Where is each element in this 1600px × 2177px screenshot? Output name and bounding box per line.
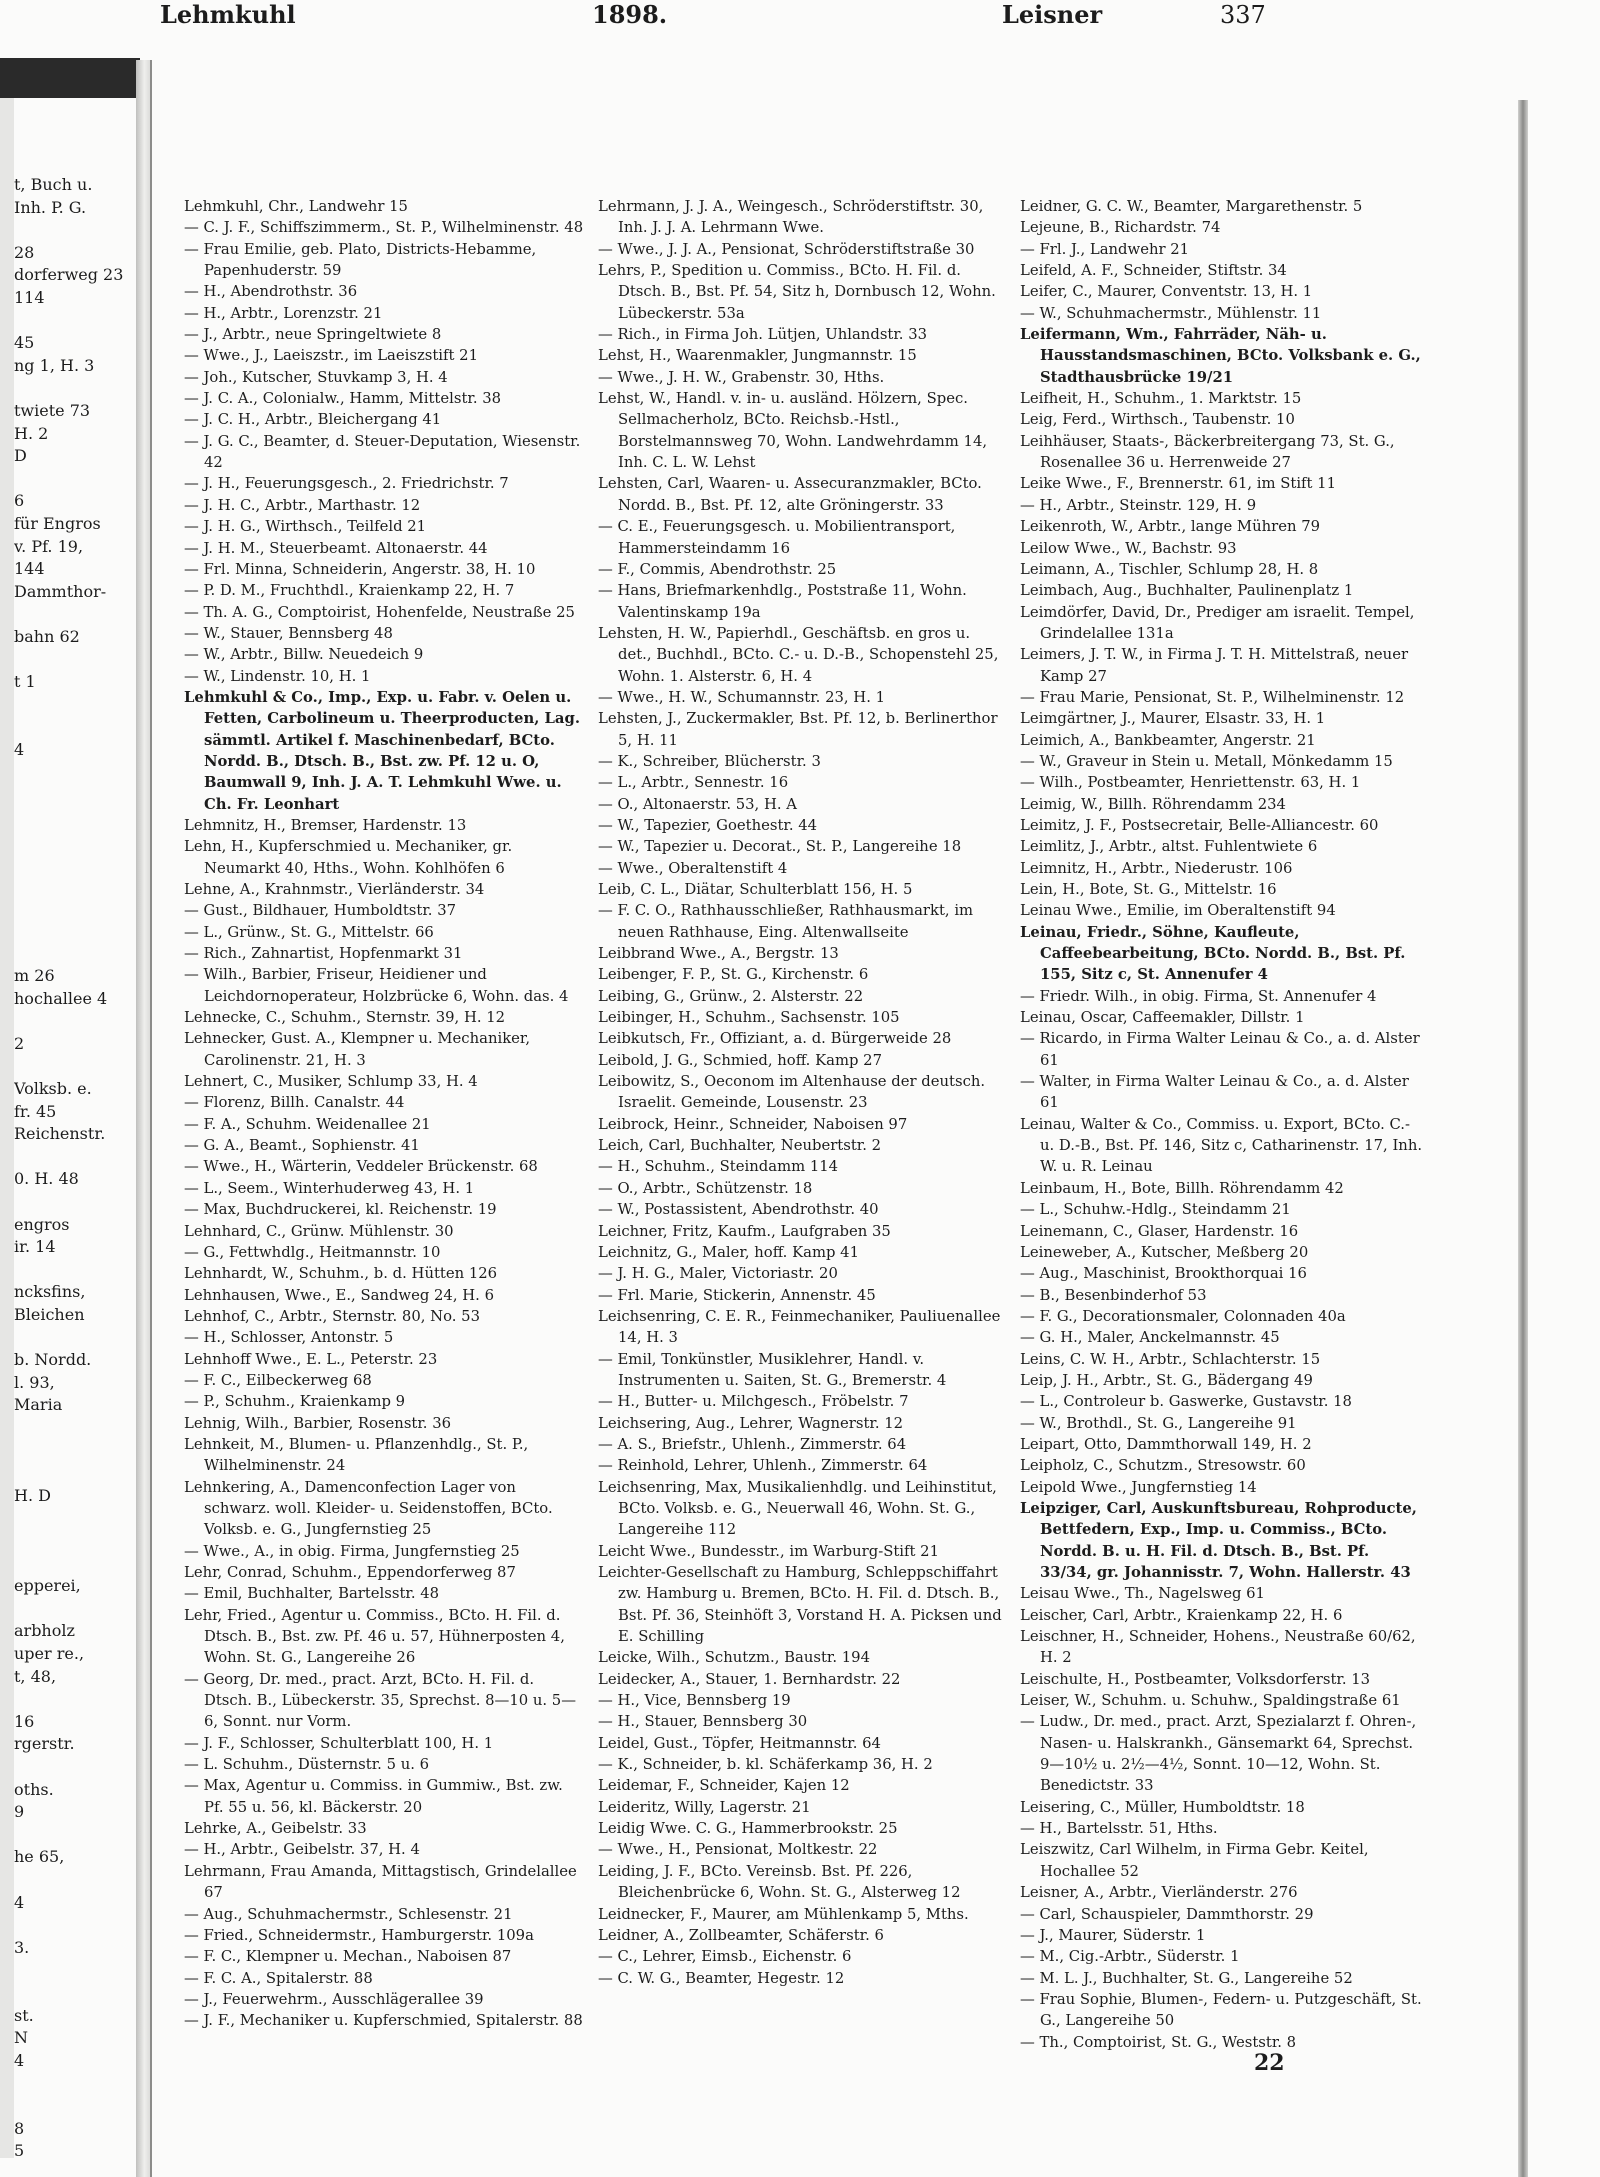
directory-entry: Lehnkering, A., Damenconfection Lager von schwarz. woll. Kleider- u. Seidenstoffen, BCto. Volksb. e. G., Jungfernstieg 25 — [184, 1478, 553, 1539]
directory-entry: Leinau, Walter & Co., Commiss. u. Export, BCto. C.- u. D.-B., Bst. Pf. 146, Sitz c, Catharinenstr. 17, Inh. W. u. R. Leinau — [1020, 1115, 1423, 1176]
fragment-line: uper re., — [14, 1644, 85, 1663]
directory-entry: — A. S., Briefstr., Uhlenh., Zimmerstr. 64 — [598, 1435, 907, 1453]
directory-entry: Leifer, C., Maurer, Conventstr. 13, H. 1 — [1020, 283, 1313, 301]
directory-entry: Leichsenring, C. E. R., Feinmechaniker, Pauliuenallee 14, H. 3 — [598, 1307, 1001, 1347]
directory-entry: Leimgärtner, J., Maurer, Elsastr. 33, H. 1 — [1020, 710, 1326, 728]
directory-entry: Lehst, W., Handl. v. in- u. ausländ. Hölzern, Spec. Sellmacherholz, BCto. Reichsb.-Hstl., Borstelmannsweg 70, Wohn. Landwehrdamm 14, Inh. C. L. W. Lehst — [598, 390, 988, 472]
directory-entry: — Reinhold, Lehrer, Uhlenh., Zimmerstr. 64 — [598, 1457, 928, 1475]
directory-entry: Leipart, Otto, Dammthorwall 149, H. 2 — [1020, 1435, 1312, 1453]
directory-entry: Lehnhausen, Wwe., E., Sandweg 24, H. 6 — [184, 1286, 494, 1304]
fragment-line: st. — [14, 2005, 34, 2025]
directory-entry: — Walter, in Firma Walter Leinau & Co., a. d. Alster 61 — [1020, 1073, 1409, 1112]
column-2 — [598, 196, 1008, 2066]
fragment-line: oths. — [14, 1779, 54, 1799]
header-left-keyword: Lehmkuhl — [160, 0, 296, 29]
directory-entry: — P. D. M., Fruchthdl., Kraienkamp 22, H. 7 — [184, 582, 515, 600]
directory-entry: Lehmkuhl & Co., Imp., Exp. u. Fabr. v. Oelen u. Fetten, Carbolineum u. Theerproducten, Lag. sämmtl. Artikel f. Maschinenbedarf, BCto. Nordd. B., Dtsch. B., Bst. zw. Pf. 12 u. O, Baumwall 9, Inh. J. A. T. Lehmkuhl Wwe. u. Ch. Fr. Leonhart — [184, 688, 580, 813]
fragment-line: Maria — [14, 1395, 63, 1415]
fragment-line: 5 — [14, 2141, 25, 2156]
directory-entry: — L., Controleur b. Gaswerke, Gustavstr. 18 — [1020, 1393, 1352, 1411]
directory-entry: Leibkutsch, Fr., Offiziant, a. d. Bürgerweide 28 — [598, 1030, 952, 1048]
directory-entry: — W., Schuhmachermstr., Mühlenstr. 11 — [1020, 304, 1322, 322]
directory-entry: — O., Altonaerstr. 53, H. A — [598, 795, 797, 813]
directory-entry: Leimlitz, J., Arbtr., altst. Fuhlentwiete 6 — [1020, 838, 1318, 856]
fragment-line: rgerstr. — [14, 1734, 75, 1754]
directory-entry: — Aug., Schuhmachermstr., Schlesenstr. 21 — [184, 1905, 513, 1923]
directory-entry: Lejeune, B., Richardstr. 74 — [1020, 219, 1221, 237]
directory-entry: Leipold Wwe., Jungfernstieg 14 — [1020, 1478, 1257, 1496]
directory-entry: Leichnitz, G., Maler, hoff. Kamp 41 — [598, 1243, 860, 1261]
directory-entry: — H., Butter- u. Milchgesch., Fröbelstr. 7 — [598, 1393, 909, 1411]
directory-entry: — F. A., Schuhm. Weidenallee 21 — [184, 1115, 431, 1133]
directory-entry: — L., Arbtr., Sennestr. 16 — [598, 774, 789, 792]
directory-entry: Leibenger, F. P., St. G., Kirchenstr. 6 — [598, 966, 869, 984]
directory-entry: — Wwe., J., Laeiszstr., im Laeiszstift 21 — [184, 347, 478, 365]
directory-entry: Leibing, G., Grünw., 2. Alsterstr. 22 — [598, 987, 864, 1005]
directory-entry: Leidig Wwe. C. G., Hammerbrookstr. 25 — [598, 1820, 898, 1838]
directory-entry: — L., Seem., Winterhuderweg 43, H. 1 — [184, 1179, 475, 1197]
fragment-line: 45 — [14, 333, 35, 353]
directory-entry: — Th. A. G., Comptoirist, Hohenfelde, Neustraße 25 — [184, 603, 575, 621]
directory-entry: — H., Arbtr., Lorenzstr. 21 — [184, 304, 383, 322]
fragment-line: H. 2 — [14, 423, 49, 443]
directory-entry: Lehst, H., Waarenmakler, Jungmannstr. 15 — [598, 347, 917, 365]
fragment-line: D — [14, 446, 27, 466]
directory-entry: Lehne, A., Krahnmstr., Vierländerstr. 34 — [184, 881, 485, 898]
directory-entry: Leisner, A., Arbtr., Vierländerstr. 276 — [1020, 1884, 1298, 1902]
directory-entry: — H., Abendrothstr. 36 — [184, 283, 358, 301]
directory-entry: Leidner, A., Zollbeamter, Schäferstr. 6 — [598, 1926, 884, 1944]
directory-entry: — K., Schneider, b. kl. Schäferkamp 36, H. 2 — [598, 1756, 933, 1774]
directory-entry: Leidecker, A., Stauer, 1. Bernhardstr. 22 — [598, 1670, 901, 1688]
fragment-line: 6 — [14, 491, 25, 511]
directory-entry: Leiser, W., Schuhm. u. Schuhw., Spaldingstraße 61 — [1020, 1692, 1401, 1710]
column-1 — [184, 196, 586, 2066]
fragment-line: Bleichen — [14, 1305, 85, 1324]
directory-entry: — W., Graveur in Stein u. Metall, Mönkedamm 15 — [1020, 752, 1393, 770]
directory-entry: — W., Tapezier u. Decorat., St. P., Langereihe 18 — [598, 838, 962, 856]
directory-entry: — Max, Buchdruckerei, kl. Reichenstr. 19 — [184, 1201, 497, 1219]
directory-entry: — H., Vice, Bennsberg 19 — [598, 1692, 791, 1710]
directory-entry: Lehnig, Wilh., Barbier, Rosenstr. 36 — [184, 1414, 452, 1432]
directory-entry: Leimich, A., Bankbeamter, Angerstr. 21 — [1020, 731, 1316, 749]
fragment-line: t, 48, — [14, 1666, 57, 1686]
header-year: 1898. — [592, 0, 668, 29]
header-right-keyword: Leisner — [1002, 0, 1103, 29]
directory-entry: Leibinger, H., Schuhm., Sachsenstr. 105 — [598, 1009, 900, 1027]
directory-entry: — Emil, Tonkünstler, Musiklehrer, Handl. v. Instrumenten u. Saiten, St. G., Bremerstr. 4 — [598, 1350, 947, 1389]
fragment-line: 8 — [14, 2118, 25, 2138]
fragment-line: 4 — [14, 2050, 25, 2070]
directory-entry: Leidnecker, F., Maurer, am Mühlenkamp 5, Mths. — [598, 1905, 969, 1923]
directory-entry: Leimig, W., Billh. Röhrendamm 234 — [1020, 795, 1286, 813]
facing-page-edge — [0, 98, 14, 2158]
directory-entry: Leilow Wwe., W., Bachstr. 93 — [1020, 539, 1237, 557]
fragment-line: b. Nordd. — [14, 1350, 92, 1370]
directory-entry: — F. C. O., Rathhausschließer, Rathhausmarkt, im neuen Rathhause, Eing. Altenwallseite — [598, 902, 974, 941]
directory-entry: Leimbach, Aug., Buchhalter, Paulinenplatz 1 — [1020, 582, 1354, 600]
directory-entry: — Friedr. Wilh., in obig. Firma, St. Annenufer 4 — [1020, 987, 1377, 1005]
directory-entry: Leibrock, Heinr., Schneider, Naboisen 97 — [598, 1115, 908, 1133]
directory-entry: Leischer, Carl, Arbtr., Kraienkamp 22, H. 6 — [1020, 1606, 1343, 1624]
directory-entry: — J. H., Feuerungsgesch., 2. Friedrichstr. 7 — [184, 475, 509, 493]
directory-entry: — Hans, Briefmarkenhdlg., Poststraße 11, Wohn. Valentinskamp 19a — [598, 582, 967, 621]
directory-entry: Leideritz, Willy, Lagerstr. 21 — [598, 1798, 811, 1816]
directory-entry: Lein, H., Bote, St. G., Mittelstr. 16 — [1020, 881, 1277, 898]
directory-entry: Lehn, H., Kupferschmied u. Mechaniker, gr. Neumarkt 40, Hths., Wohn. Kohlhöfen 6 — [184, 838, 513, 877]
directory-entry: — F. G., Decorationsmaler, Colonnaden 40a — [1020, 1307, 1346, 1325]
fragment-line: N — [14, 2028, 28, 2048]
directory-entry: — F. C., Eilbeckerweg 68 — [184, 1371, 372, 1389]
directory-entry: Lehsten, Carl, Waaren- u. Assecuranzmakler, BCto. Nordd. B., Bst. Pf. 12, alte Gröningerstr. 33 — [598, 475, 982, 514]
directory-entry: Leisering, C., Müller, Humboldtstr. 18 — [1020, 1798, 1305, 1816]
fragment-line: twiete 73 — [14, 401, 91, 420]
directory-entry: — J. H. M., Steuerbeamt. Altonaerstr. 44 — [184, 539, 488, 557]
directory-entry: — H., Arbtr., Steinstr. 129, H. 9 — [1020, 496, 1257, 514]
directory-entry: — C., Lehrer, Eimsb., Eichenstr. 6 — [598, 1948, 852, 1966]
directory-entry: — M., Cig.-Arbtr., Süderstr. 1 — [1020, 1948, 1240, 1966]
fragment-line: 4 — [14, 740, 25, 759]
directory-entry: — H., Bartelsstr. 51, Hths. — [1020, 1820, 1218, 1838]
directory-entry: — W., Brothdl., St. G., Langereihe 91 — [1020, 1414, 1297, 1432]
directory-entry: — J., Feuerwehrm., Ausschlägerallee 39 — [184, 1990, 484, 2008]
directory-entry: Leihhäuser, Staats-, Bäckerbreitergang 73, St. G., Rosenallee 36 u. Herrenweide 27 — [1020, 432, 1395, 472]
fragment-line: fr. 45 — [14, 1101, 57, 1121]
fragment-line: dorferweg 23 — [14, 265, 124, 285]
directory-entry: Leinau, Friedr., Söhne, Kaufleute, Caffeebearbeitung, BCto. Nordd. B., Bst. Pf. 155, Sitz c, St. Annenufer 4 — [1020, 923, 1406, 984]
fragment-line: für Engros — [14, 514, 101, 533]
directory-entry: — Wwe., H., Wärterin, Veddeler Brückenstr. 68 — [184, 1158, 538, 1176]
directory-entry: — Wwe., H. W., Schumannstr. 23, H. 1 — [598, 688, 886, 706]
fragment-line: Dammthor- — [14, 581, 107, 601]
directory-entry: Lehsten, J., Zuckermakler, Bst. Pf. 12, b. Berlinerthor 5, H. 11 — [598, 710, 998, 749]
directory-entry: — J. H. G., Wirthsch., Teilfeld 21 — [184, 518, 427, 536]
page-number: 337 — [1220, 1, 1266, 29]
directory-entry: — Georg, Dr. med., pract. Arzt, BCto. H. Fil. d. Dtsch. B., Lübeckerstr. 35, Sprechst. 8—10 u. 5—6, Sonnt. nur Vorm. — [184, 1670, 577, 1731]
directory-entry: Leimdörfer, David, Dr., Prediger am israelit. Tempel, Grindelallee 131a — [1020, 603, 1415, 642]
directory-entry: Leig, Ferd., Wirthsch., Taubenstr. 10 — [1020, 411, 1295, 429]
directory-entry: — Wwe., H., Pensionat, Moltkestr. 22 — [598, 1841, 878, 1859]
directory-entry: Leinau Wwe., Emilie, im Oberaltenstift 94 — [1020, 902, 1336, 920]
fragment-line: 28 — [14, 242, 35, 262]
page-gutter — [136, 60, 150, 2177]
directory-entry: Leinbaum, H., Bote, Billh. Röhrendamm 42 — [1020, 1179, 1344, 1197]
fragment-line: t 1 — [14, 672, 36, 692]
fragment-line: Volksb. e. — [14, 1079, 92, 1098]
directory-entry: Lehr, Fried., Agentur u. Commiss., BCto. H. Fil. d. Dtsch. B., Bst. zw. Pf. 46 u. 57, Hühnerposten 4, Wohn. St. G., Langereihe 26 — [184, 1606, 565, 1667]
fragment-line: ir. 14 — [14, 1237, 56, 1257]
directory-entry: Leibowitz, S., Oeconom im Altenhause der deutsch. Israelit. Gemeinde, Lousenstr. 23 — [598, 1073, 986, 1112]
directory-entry: — P., Schuhm., Kraienkamp 9 — [184, 1393, 406, 1411]
directory-entry: — Frl. Minna, Schneiderin, Angerstr. 38, H. 10 — [184, 560, 536, 578]
fragment-line: Reichenstr. — [14, 1124, 106, 1144]
directory-entry: — H., Arbtr., Geibelstr. 37, H. 4 — [184, 1841, 420, 1859]
directory-entry: — Wwe., J. J. A., Pensionat, Schröderstiftstraße 30 — [598, 240, 975, 258]
directory-entry: — Emil, Buchhalter, Bartelsstr. 48 — [184, 1585, 440, 1603]
directory-entry: Lehnecke, C., Schuhm., Sternstr. 39, H. 12 — [184, 1009, 506, 1027]
directory-entry: — F. C. A., Spitalerstr. 88 — [184, 1969, 373, 1987]
fragment-line: bahn 62 — [14, 627, 80, 646]
directory-entry: Leisau Wwe., Th., Nagelsweg 61 — [1020, 1585, 1265, 1603]
directory-entry: — K., Schreiber, Blücherstr. 3 — [598, 752, 821, 770]
directory-entry: Leimann, A., Tischler, Schlump 28, H. 8 — [1020, 560, 1319, 578]
directory-entry: Lehrmann, J. J. A., Weingesch., Schröderstiftstr. 30, Inh. J. J. A. Lehrmann Wwe. — [598, 198, 984, 237]
directory-entry: Lehnhard, C., Grünw. Mühlenstr. 30 — [184, 1222, 454, 1240]
directory-entry: — Ludw., Dr. med., pract. Arzt, Spezialarzt f. Ohren-, Nasen- u. Halskrankh., Gänsemarkt 64, Sprechst. 9—10½ u. 2½—4½, Sonnt. 10—12, Wohn. St. Benedictstr. 33 — [1020, 1713, 1417, 1795]
directory-entry: Leib, C. L., Diätar, Schulterblatt 156, H. 5 — [598, 881, 913, 898]
directory-entry: — Florenz, Billh. Canalstr. 44 — [184, 1094, 405, 1112]
directory-entry: Leichsenring, Max, Musikalienhdlg. und Leihinstitut, BCto. Volksb. e. G., Neuerwall 46, Wohn. St. G., Langereihe 112 — [598, 1478, 997, 1539]
directory-entry: Lehnecker, Gust. A., Klempner u. Mechaniker, Carolinenstr. 21, H. 3 — [184, 1030, 531, 1069]
directory-entry: — C. J. F., Schiffszimmerm., St. P., Wilhelminenstr. 48 — [184, 219, 584, 237]
directory-entry: — Max, Agentur u. Commiss. in Gummiw., Bst. zw. Pf. 55 u. 56, kl. Bäckerstr. 20 — [184, 1777, 563, 1816]
directory-entry: Leineweber, A., Kutscher, Meßberg 20 — [1020, 1243, 1309, 1261]
directory-entry: — W., Stauer, Bennsberg 48 — [184, 624, 393, 642]
directory-entry: Leinemann, C., Glaser, Hardenstr. 16 — [1020, 1222, 1299, 1240]
directory-entry: Lehnhardt, W., Schuhm., b. d. Hütten 126 — [184, 1265, 498, 1283]
directory-entry: — Rich., in Firma Joh. Lütjen, Uhlandstr. 33 — [598, 326, 928, 344]
page-right-edge — [1518, 100, 1528, 2177]
page-header — [160, 150, 1480, 190]
directory-entry: Lehrmann, Frau Amanda, Mittagstisch, Grindelallee 67 — [184, 1862, 577, 1902]
fragment-line: 0. H. 48 — [14, 1169, 79, 1189]
directory-entry: — H., Stauer, Bennsberg 30 — [598, 1713, 808, 1731]
fragment-line: l. 93, — [14, 1372, 55, 1392]
directory-entry: Lehnkeit, M., Blumen- u. Pflanzenhdlg., St. P., Wilhelminenstr. 24 — [184, 1435, 529, 1475]
directory-entry: Leifeld, A. F., Schneider, Stiftstr. 34 — [1020, 262, 1287, 280]
directory-entry: Leischulte, H., Postbeamter, Volksdorferstr. 13 — [1020, 1670, 1371, 1688]
directory-entry: — O., Arbtr., Schützenstr. 18 — [598, 1179, 813, 1197]
directory-entry: — Wwe., J. H. W., Grabenstr. 30, Hths. — [598, 368, 885, 386]
directory-entry: Leifermann, Wm., Fahrräder, Näh- u. Hausstandsmaschinen, BCto. Volksbank e. G., Stadthausbrücke 19/21 — [1020, 326, 1421, 386]
directory-entry: Leipholz, C., Schutzm., Stresowstr. 60 — [1020, 1457, 1306, 1475]
directory-entry: Leimers, J. T. W., in Firma J. T. H. Mittelstraß, neuer Kamp 27 — [1020, 646, 1409, 685]
directory-entry: — Carl, Schauspieler, Dammthorstr. 29 — [1020, 1905, 1314, 1923]
fragment-line: ng 1, H. 3 — [14, 355, 95, 375]
directory-entry: — H., Schuhm., Steindamm 114 — [598, 1158, 839, 1176]
fragment-line: 9 — [14, 1802, 25, 1822]
directory-entry: — Fried., Schneidermstr., Hamburgerstr. 109a — [184, 1926, 534, 1944]
directory-entry: — Frau Sophie, Blumen-, Federn- u. Putzgeschäft, St. G., Langereihe 50 — [1020, 1990, 1422, 2030]
directory-entry: — J., Maurer, Süderstr. 1 — [1020, 1926, 1206, 1944]
directory-entry: — Frl. J., Landwehr 21 — [1020, 240, 1190, 258]
directory-entry: Leidel, Gust., Töpfer, Heitmannstr. 64 — [598, 1734, 881, 1752]
fragment-line: 16 — [14, 1711, 35, 1731]
directory-entry: — G., Fettwhdlg., Heitmannstr. 10 — [184, 1243, 441, 1261]
directory-entry: Leipziger, Carl, Auskunftsbureau, Rohproducte, Bettfedern, Exp., Imp. u. Commiss., BCto. Nordd. B. u. H. Fil. d. Dtsch. B., Bst. Pf. 33/34, gr. Johannisstr. 7, Wohn. Hallerstr. 43 — [1020, 1499, 1417, 1581]
directory-entry: Leischner, H., Schneider, Hohens., Neustraße 60/62, H. 2 — [1020, 1628, 1416, 1667]
directory-entry: — Gust., Bildhauer, Humboldtstr. 37 — [184, 902, 457, 920]
directory-entry: Lehsten, H. W., Papierhdl., Geschäftsb. en gros u. det., Buchhdl., BCto. C.- u. D.-B., Schopenstehl 25, Wohn. 1. Alsterstr. 6, H. 4 — [598, 624, 999, 685]
binding-strip — [0, 58, 140, 98]
fragment-line: ncksfins, — [14, 1282, 86, 1302]
directory-entry: — G. A., Beamt., Sophienstr. 41 — [184, 1137, 420, 1155]
fragment-line: 144 — [14, 559, 45, 579]
directory-entry: — Wilh., Barbier, Friseur, Heidiener und Leichdornoperateur, Holzbrücke 6, Wohn. das. 4 — [184, 966, 569, 1005]
signature-mark: 22 — [1254, 2050, 1285, 2076]
fragment-line: epperei, — [14, 1576, 81, 1596]
directory-entry: — W., Lindenstr. 10, H. 1 — [184, 667, 371, 685]
directory-entry: Lehnert, C., Musiker, Schlump 33, H. 4 — [184, 1073, 478, 1091]
directory-entry: — C. W. G., Beamter, Hegestr. 12 — [598, 1969, 845, 1987]
directory-entry: Leiszwitz, Carl Wilhelm, in Firma Gebr. Keitel, Hochallee 52 — [1020, 1841, 1369, 1880]
directory-entry: Leinau, Oscar, Caffeemakler, Dillstr. 1 — [1020, 1009, 1305, 1027]
directory-entry: — W., Tapezier, Goethestr. 44 — [598, 816, 818, 834]
directory-entry: Leidemar, F., Schneider, Kajen 12 — [598, 1777, 850, 1795]
directory-entry: — Frau Marie, Pensionat, St. P., Wilhelminenstr. 12 — [1020, 688, 1405, 706]
fragment-line: t, Buch u. — [14, 176, 93, 194]
directory-entry: — H., Schlosser, Antonstr. 5 — [184, 1329, 394, 1347]
directory-entry: Lehmkuhl, Chr., Landwehr 15 — [184, 198, 408, 215]
fragment-line: 114 — [14, 288, 45, 307]
directory-entry: — W., Arbtr., Billw. Neuedeich 9 — [184, 646, 424, 664]
directory-entry: Lehnhoff Wwe., E. L., Peterstr. 23 — [184, 1350, 438, 1368]
directory-entry: Lehr, Conrad, Schuhm., Eppendorferweg 87 — [184, 1564, 516, 1581]
directory-entry: — Wwe., Oberaltenstift 4 — [598, 859, 788, 877]
directory-entry: — F., Commis, Abendrothstr. 25 — [598, 560, 837, 578]
directory-entry: Lehmnitz, H., Bremser, Hardenstr. 13 — [184, 816, 467, 834]
directory-entry: Leichner, Fritz, Kaufm., Laufgraben 35 — [598, 1222, 891, 1240]
directory-entry: Leibold, J. G., Schmied, hoff. Kamp 27 — [598, 1051, 882, 1069]
directory-entry: — L., Schuhw.-Hdlg., Steindamm 21 — [1020, 1201, 1291, 1219]
directory-entry: Leip, J. H., Arbtr., St. G., Bädergang 49 — [1020, 1371, 1313, 1389]
directory-entry: — L. Schuhm., Düsternstr. 5 u. 6 — [184, 1756, 430, 1774]
directory-entry: — J. F., Schlosser, Schulterblatt 100, H. 1 — [184, 1734, 494, 1752]
directory-entry: Leimnitz, H., Arbtr., Niederustr. 106 — [1020, 859, 1293, 877]
directory-entry: Leikenroth, W., Arbtr., lange Mühren 79 — [1020, 518, 1321, 536]
facing-page-fragment — [14, 176, 132, 2156]
directory-entry: — Frau Emilie, geb. Plato, Districts-Hebamme, Papenhuderstr. 59 — [184, 240, 537, 280]
column-3 — [1020, 196, 1424, 2066]
directory-entry: Lehrke, A., Geibelstr. 33 — [184, 1820, 367, 1838]
directory-entry: — Wilh., Postbeamter, Henriettenstr. 63, H. 1 — [1020, 774, 1361, 792]
directory-entry: Leidner, G. C. W., Beamter, Margarethenstr. 5 — [1020, 198, 1363, 215]
fragment-line: he 65, — [14, 1847, 65, 1867]
directory-entry: — J. F., Mechaniker u. Kupferschmied, Spitalerstr. 88 — [184, 2012, 583, 2030]
fragment-line: v. Pf. 19, — [14, 536, 84, 556]
directory-entry: — F. C., Klempner u. Mechan., Naboisen 87 — [184, 1948, 512, 1966]
directory-entry: Leike Wwe., F., Brennerstr. 61, im Stift 11 — [1020, 475, 1337, 493]
directory-entry: — Aug., Maschinist, Brookthorquai 16 — [1020, 1265, 1307, 1283]
gutter-line — [150, 60, 152, 2177]
directory-entry: Lehnhof, C., Arbtr., Sternstr. 80, No. 53 — [184, 1307, 480, 1325]
directory-entry: — J. G. C., Beamter, d. Steuer-Deputation, Wiesenstr. 42 — [184, 432, 581, 472]
directory-entry: — Ricardo, in Firma Walter Leinau & Co., a. d. Alster 61 — [1020, 1030, 1420, 1069]
fragment-line: 4 — [14, 1892, 25, 1912]
directory-entry: — J. C. A., Colonialw., Hamm, Mittelstr. 38 — [184, 390, 502, 408]
directory-entry: Leicke, Wilh., Schutzm., Baustr. 194 — [598, 1649, 871, 1667]
directory-entry: — J. H. G., Maler, Victoriastr. 20 — [598, 1265, 838, 1283]
fragment-line: hochallee 4 — [14, 988, 108, 1008]
fragment-line: arbholz — [14, 1621, 75, 1641]
directory-entry: Leiding, J. F., BCto. Vereinsb. Bst. Pf. 226, Bleichenbrücke 6, Wohn. St. G., Alsterweg 12 — [598, 1862, 961, 1902]
directory-entry: — B., Besenbinderhof 53 — [1020, 1286, 1207, 1304]
fragment-line: engros — [14, 1214, 70, 1234]
directory-entry: Leins, C. W. H., Arbtr., Schlachterstr. 15 — [1020, 1350, 1321, 1368]
directory-entry: Lehrs, P., Spedition u. Commiss., BCto. H. Fil. d. Dtsch. B., Bst. Pf. 54, Sitz h, Dornbusch 12, Wohn. Lübeckerstr. 53a — [598, 262, 996, 322]
fragment-line: 3. — [14, 1937, 30, 1957]
directory-entry: Leich, Carl, Buchhalter, Neubertstr. 2 — [598, 1137, 882, 1155]
directory-entry: — J. C. H., Arbtr., Bleichergang 41 — [184, 411, 442, 429]
directory-entry: — Joh., Kutscher, Stuvkamp 3, H. 4 — [184, 368, 448, 386]
directory-entry: Leifheit, H., Schuhm., 1. Marktstr. 15 — [1020, 390, 1302, 408]
directory-entry: Leibbrand Wwe., A., Bergstr. 13 — [598, 945, 839, 963]
fragment-line: 2 — [14, 1033, 25, 1053]
directory-entry: — J. H. C., Arbtr., Marthastr. 12 — [184, 496, 421, 514]
directory-entry: Leicht Wwe., Bundesstr., im Warburg-Stift 21 — [598, 1542, 939, 1560]
directory-entry: — L., Grünw., St. G., Mittelstr. 66 — [184, 923, 434, 941]
directory-entry: Leimitz, J. F., Postsecretair, Belle-Alliancestr. 60 — [1020, 816, 1379, 834]
directory-entry: — Frl. Marie, Stickerin, Annenstr. 45 — [598, 1286, 876, 1304]
directory-entry: — Th., Comptoirist, St. G., Weststr. 8 — [1020, 2033, 1297, 2051]
fragment-line: Inh. P. G. — [14, 197, 87, 217]
directory-entry: — J., Arbtr., neue Springeltwiete 8 — [184, 326, 442, 344]
directory-entry: — C. E., Feuerungsgesch. u. Mobilientransport, Hammersteindamm 16 — [598, 518, 956, 557]
fragment-line: H. D — [14, 1485, 51, 1505]
directory-entry: — Wwe., A., in obig. Firma, Jungfernstieg 25 — [184, 1542, 520, 1560]
fragment-line: m 26 — [14, 966, 55, 985]
directory-entry: — Rich., Zahnartist, Hopfenmarkt 31 — [184, 945, 463, 963]
directory-entry: — G. H., Maler, Anckelmannstr. 45 — [1020, 1329, 1280, 1347]
directory-entry: — W., Postassistent, Abendrothstr. 40 — [598, 1201, 879, 1219]
directory-entry: — M. L. J., Buchhalter, St. G., Langereihe 52 — [1020, 1969, 1353, 1987]
directory-entry: Leichsering, Aug., Lehrer, Wagnerstr. 12 — [598, 1414, 904, 1432]
directory-entry: Leichter-Gesellschaft zu Hamburg, Schleppschiffahrt zw. Hamburg u. Bremen, BCto. H. Fil. d. Dtsch. B., Bst. Pf. 36, Steinhöft 3, Vorstand H. A. Picksen und E. Schilling — [598, 1564, 1002, 1646]
